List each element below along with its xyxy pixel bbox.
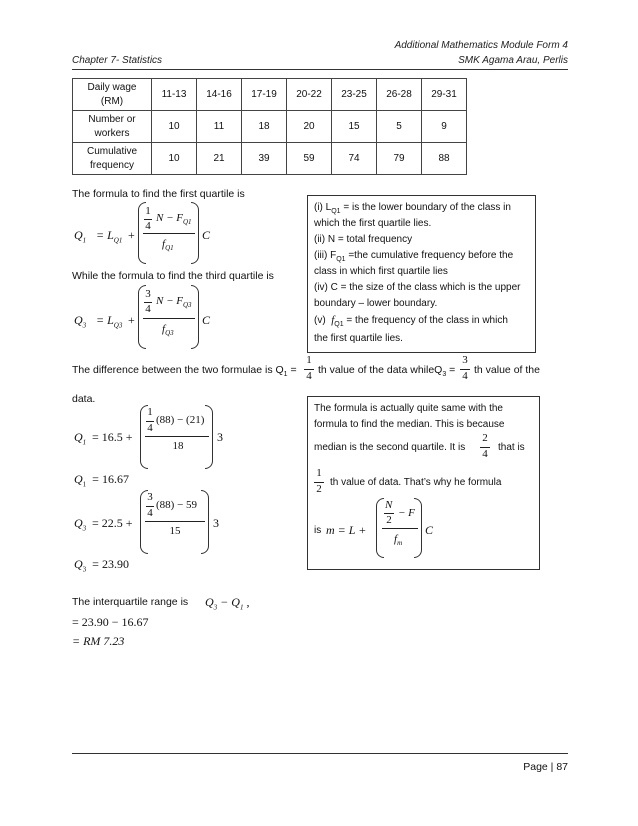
- third-quartile-intro: While the formula to find the third quartile is: [72, 270, 274, 282]
- table-cell: 23-25: [332, 79, 377, 111]
- table-cell: 10: [152, 143, 197, 175]
- table-cell: 88: [422, 143, 467, 175]
- table-cell: 11: [197, 111, 242, 143]
- row-label: Cumulative frequency: [73, 143, 152, 175]
- table-cell: 5: [377, 111, 422, 143]
- module-title: Additional Mathematics Module Form 4: [394, 40, 568, 51]
- table-cell: 26-28: [377, 79, 422, 111]
- row-label: Daily wage (RM): [73, 79, 152, 111]
- q1-result: $Q_1 = 16.67$: [74, 472, 129, 489]
- table-cell: 21: [197, 143, 242, 175]
- data-word: data.: [72, 393, 96, 405]
- table-cell: 14-16: [197, 79, 242, 111]
- table-row: [73, 143, 467, 175]
- table-cell: 59: [287, 143, 332, 175]
- table-cell: 74: [332, 143, 377, 175]
- frequency-table: [72, 78, 467, 175]
- table-cell: 10: [152, 111, 197, 143]
- first-quartile-intro: The formula to find the first quartile is: [72, 188, 245, 200]
- table-cell: 11-13: [152, 79, 197, 111]
- table-cell: 18: [242, 111, 287, 143]
- definitions-box: (i) $L_{Q1}$ = is the lower boundary of the class in which the first quartile lies. (ii) N = total frequency (iii) $F_{Q1} =the$ cumulative frequency before the class in which first quartile lies (iv) C = the size of the class which is the upper boundary – lower boundary. (v) $f_{Q1}$ = the frequency of the class in which the first quartile lies.: [307, 195, 536, 353]
- table-cell: 29-31: [422, 79, 467, 111]
- table-row: [73, 111, 467, 143]
- row-label: Number or workers: [73, 111, 152, 143]
- page-number: Page | 87: [523, 761, 568, 773]
- table-cell: 39: [242, 143, 287, 175]
- table-cell: 15: [332, 111, 377, 143]
- table-cell: 20: [287, 111, 332, 143]
- chapter-title: Chapter 7- Statistics: [72, 55, 163, 66]
- school-name: SMK Agama Arau, Perlis: [458, 55, 568, 66]
- footer-divider: [72, 753, 568, 754]
- table-cell: 79: [377, 143, 422, 175]
- table-cell: 9: [422, 111, 467, 143]
- header-divider: [72, 69, 568, 70]
- q3-result: $Q_3 = 23.90$: [74, 557, 129, 574]
- median-note-box: The formula is actually quite same with the formula to find the median. This is because median is the second quartile. It is 2 4 that is 1 2 th value of data. That’s why he formula is m = L + N 2 − F $f_m$ C: [307, 396, 540, 570]
- table-cell: 17-19: [242, 79, 287, 111]
- table-row: [73, 79, 467, 111]
- table-cell: 20-22: [287, 79, 332, 111]
